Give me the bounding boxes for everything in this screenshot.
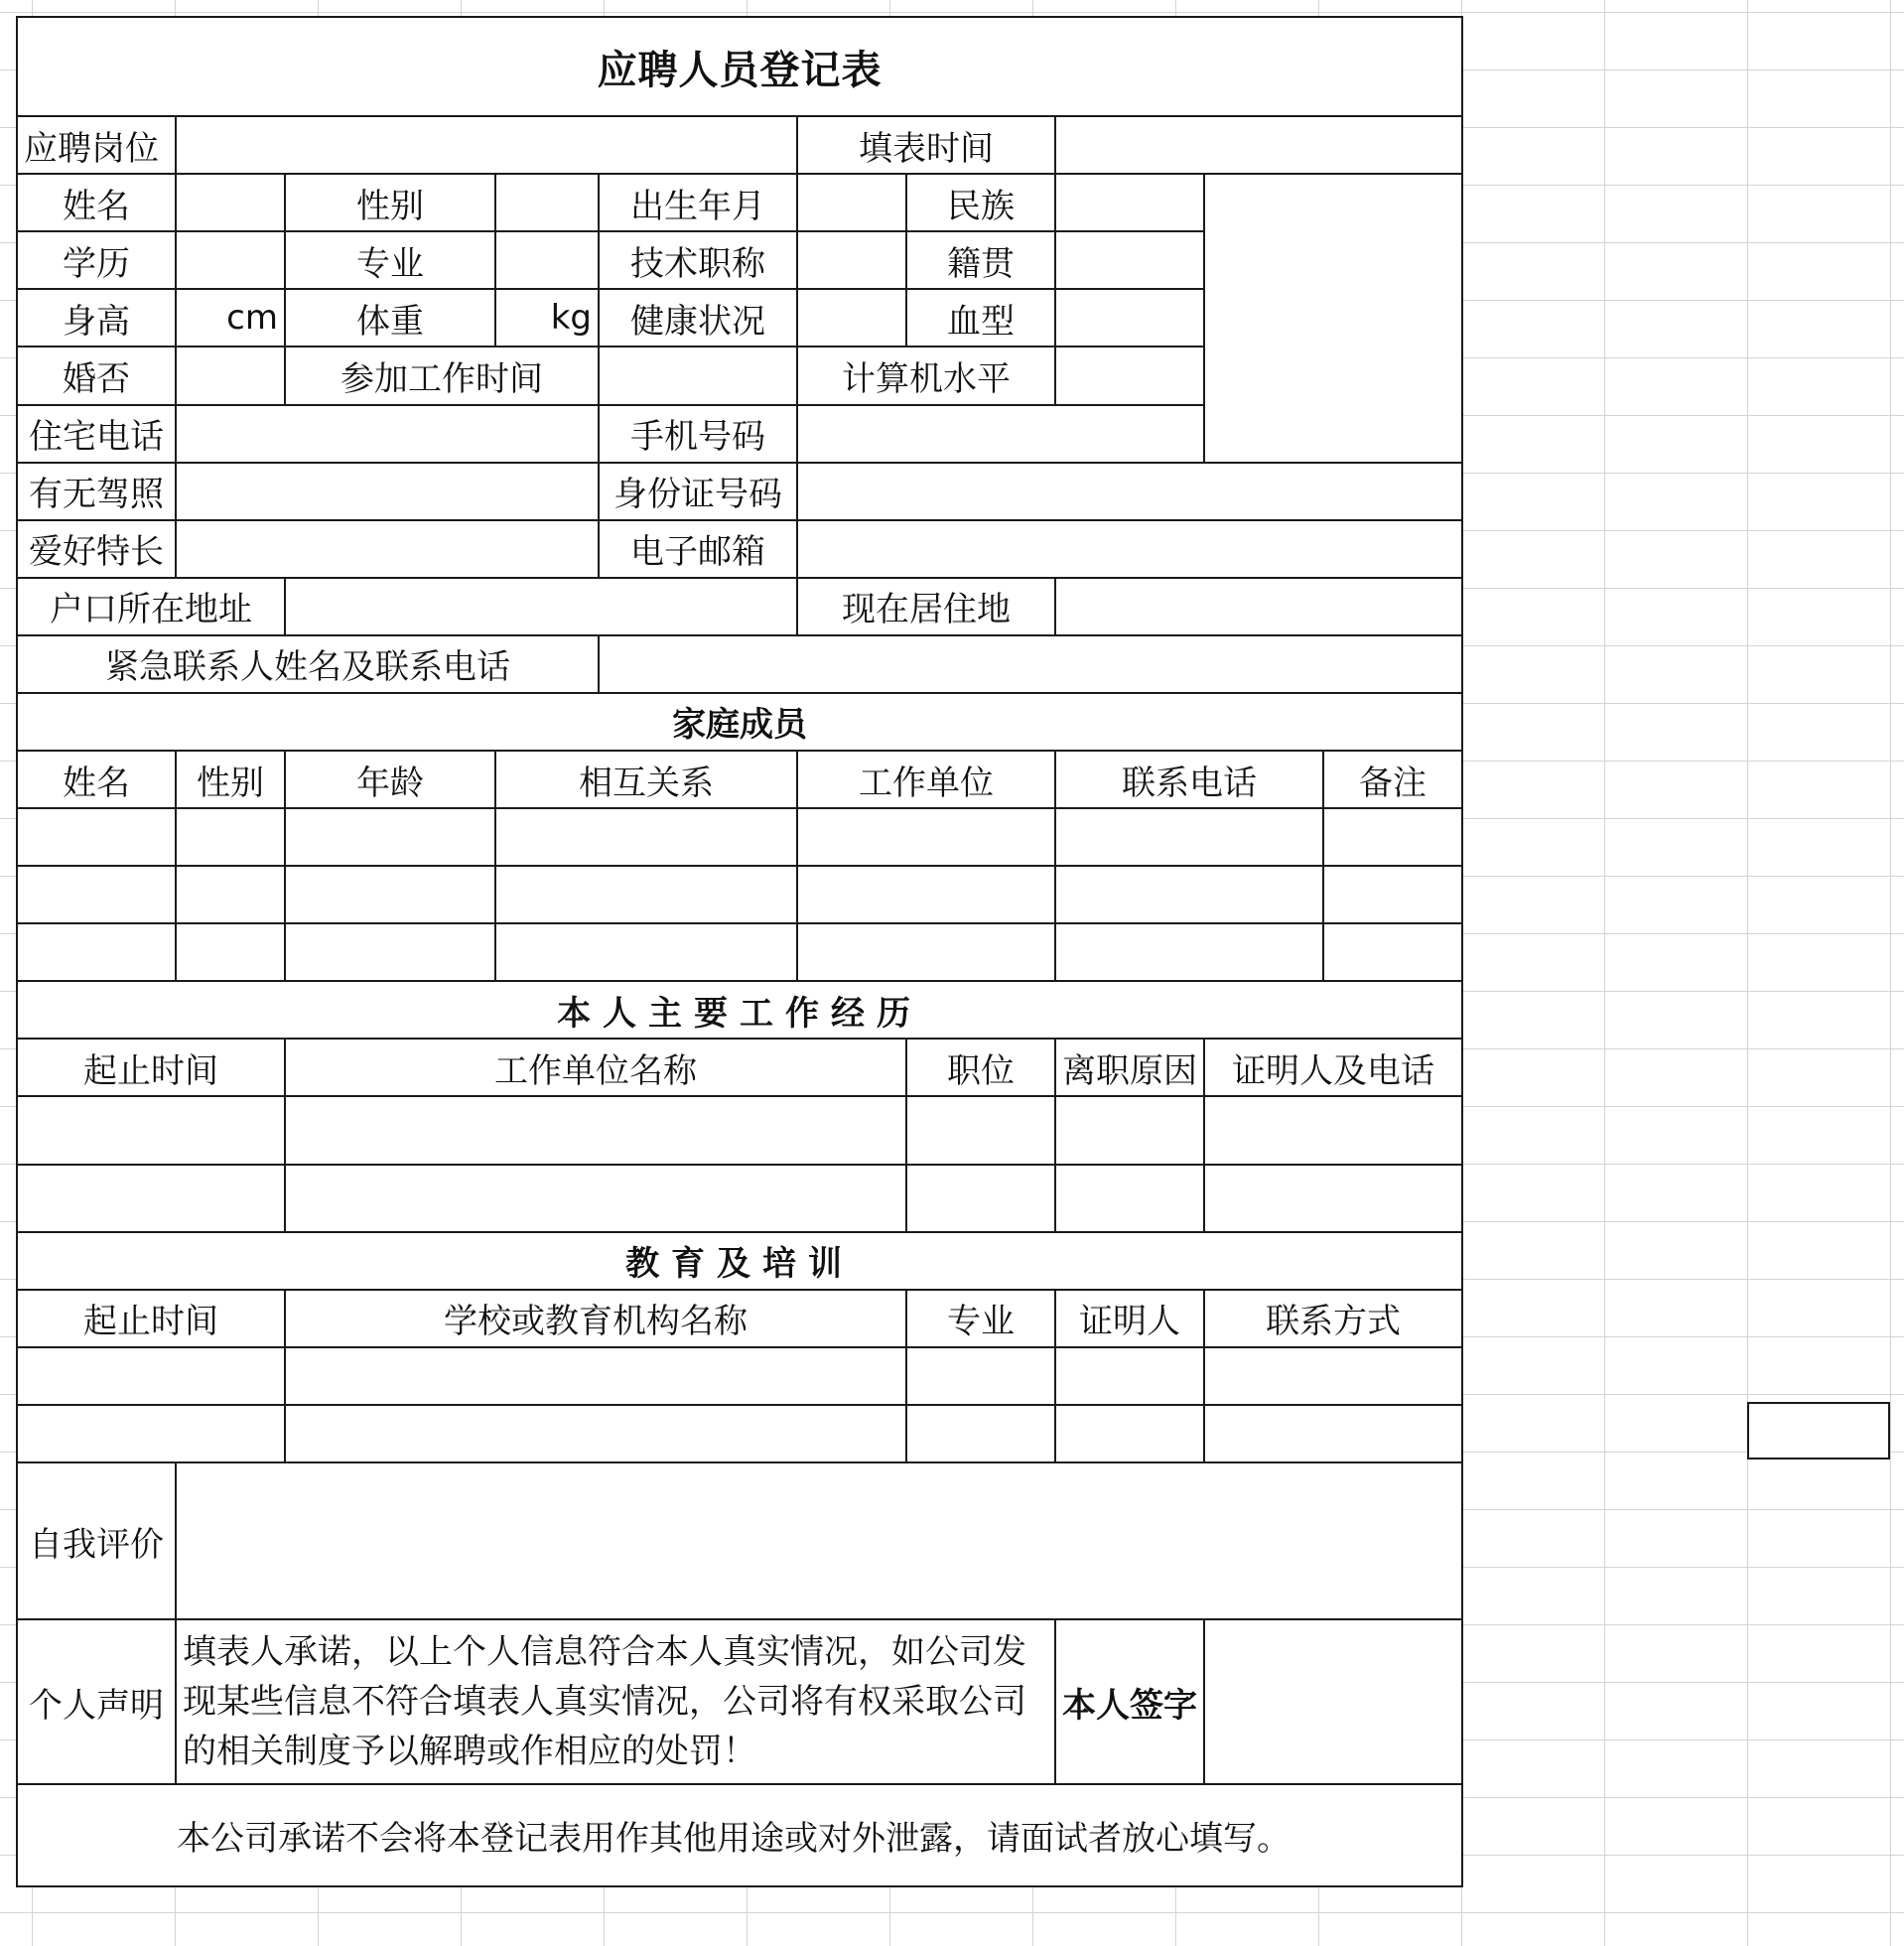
ethnicity-field[interactable]	[1055, 174, 1204, 231]
edu-cell[interactable]	[1204, 1347, 1462, 1405]
hobby-field[interactable]	[176, 520, 599, 578]
table-row	[17, 1165, 1462, 1232]
work-cell[interactable]	[1055, 1165, 1204, 1232]
work-cell[interactable]	[906, 1165, 1055, 1232]
family-cell[interactable]	[495, 923, 797, 981]
table-row	[17, 1096, 1462, 1164]
declaration-label: 个人声明	[17, 1619, 176, 1784]
signature-label: 本人签字	[1055, 1619, 1204, 1784]
home-phone-label: 住宅电话	[17, 405, 176, 463]
ethnicity-label: 民族	[906, 174, 1055, 231]
gender-label: 性别	[285, 174, 495, 231]
email-label: 电子邮箱	[599, 520, 797, 578]
work-cell[interactable]	[285, 1165, 906, 1232]
edu-header-major: 专业	[906, 1290, 1055, 1347]
emergency-label: 紧急联系人姓名及联系电话	[17, 635, 599, 693]
computer-field[interactable]	[1055, 347, 1204, 404]
table-row	[17, 808, 1462, 866]
work-start-field[interactable]	[599, 347, 797, 404]
family-cell[interactable]	[1055, 808, 1323, 866]
family-cell[interactable]	[17, 808, 176, 866]
work-header-company: 工作单位名称	[285, 1039, 906, 1096]
edu-cell[interactable]	[906, 1405, 1055, 1462]
family-header-relation: 相互关系	[495, 751, 797, 808]
family-cell[interactable]	[176, 866, 285, 923]
family-header-gender: 性别	[176, 751, 285, 808]
work-cell[interactable]	[17, 1165, 285, 1232]
registration-form	[16, 16, 1461, 1887]
family-cell[interactable]	[176, 808, 285, 866]
residence-label: 现在居住地	[797, 578, 1055, 635]
marital-label: 婚否	[17, 347, 176, 404]
family-header-phone: 联系电话	[1055, 751, 1323, 808]
work-header-reference: 证明人及电话	[1204, 1039, 1462, 1096]
work-section-title: 本人主要工作经历	[17, 981, 1462, 1039]
form-title: 应聘人员登记表	[17, 17, 1462, 116]
family-cell[interactable]	[1055, 866, 1323, 923]
family-cell[interactable]	[797, 866, 1055, 923]
family-cell[interactable]	[495, 808, 797, 866]
self-eval-field[interactable]	[176, 1462, 1462, 1619]
edu-cell[interactable]	[17, 1405, 285, 1462]
family-cell[interactable]	[176, 923, 285, 981]
license-label: 有无驾照	[17, 463, 176, 520]
hukou-field[interactable]	[285, 578, 797, 635]
family-cell[interactable]	[1323, 923, 1462, 981]
work-header-position: 职位	[906, 1039, 1055, 1096]
weight-field[interactable]: kg	[495, 289, 599, 347]
fill-time-label: 填表时间	[797, 116, 1055, 174]
table-row	[17, 923, 1462, 981]
edu-header-school: 学校或教育机构名称	[285, 1290, 906, 1347]
work-cell[interactable]	[1204, 1096, 1462, 1164]
residence-field[interactable]	[1055, 578, 1462, 635]
id-number-label: 身份证号码	[599, 463, 797, 520]
family-section-title: 家庭成员	[17, 693, 1462, 751]
family-cell[interactable]	[17, 866, 176, 923]
work-cell[interactable]	[1055, 1096, 1204, 1164]
edu-cell[interactable]	[285, 1405, 906, 1462]
family-cell[interactable]	[285, 923, 495, 981]
mobile-label: 手机号码	[599, 405, 797, 463]
family-header-name: 姓名	[17, 751, 176, 808]
mobile-field[interactable]	[797, 405, 1204, 463]
table-row	[17, 1405, 1462, 1462]
family-cell[interactable]	[285, 808, 495, 866]
edu-cell[interactable]	[1204, 1405, 1462, 1462]
weight-label: 体重	[285, 289, 495, 347]
edu-cell[interactable]	[906, 1347, 1055, 1405]
family-cell[interactable]	[797, 923, 1055, 981]
education-field[interactable]	[176, 231, 285, 289]
name-field[interactable]	[176, 174, 285, 231]
privacy-notice: 本公司承诺不会将本登记表用作其他用途或对外泄露，请面试者放心填写。	[17, 1784, 1462, 1886]
selected-cell[interactable]	[1747, 1402, 1890, 1460]
hukou-label: 户口所在地址	[17, 578, 285, 635]
health-label: 健康状况	[599, 289, 797, 347]
birth-label: 出生年月	[599, 174, 797, 231]
blood-field[interactable]	[1055, 289, 1204, 347]
tech-title-label: 技术职称	[599, 231, 797, 289]
blood-label: 血型	[906, 289, 1055, 347]
work-cell[interactable]	[285, 1096, 906, 1164]
work-cell[interactable]	[906, 1096, 1055, 1164]
edu-header-reference: 证明人	[1055, 1290, 1204, 1347]
family-header-workplace: 工作单位	[797, 751, 1055, 808]
declaration-text: 填表人承诺，以上个人信息符合本人真实情况，如公司发现某些信息不符合填表人真实情况，公司将有权采取公司的相关制度予以解聘或作相应的处罚！	[176, 1619, 1055, 1784]
education-label: 学历	[17, 231, 176, 289]
gender-field[interactable]	[495, 174, 599, 231]
id-number-field[interactable]	[797, 463, 1462, 520]
table-row	[17, 866, 1462, 923]
birth-field[interactable]	[797, 174, 906, 231]
edu-cell[interactable]	[17, 1347, 285, 1405]
edu-cell[interactable]	[1055, 1405, 1204, 1462]
emergency-field[interactable]	[599, 635, 1462, 693]
edu-header-contact: 联系方式	[1204, 1290, 1462, 1347]
position-label: 应聘岗位	[17, 116, 176, 174]
edu-cell[interactable]	[1055, 1347, 1204, 1405]
work-start-label: 参加工作时间	[285, 347, 599, 404]
tech-title-field[interactable]	[797, 231, 906, 289]
family-cell[interactable]	[285, 866, 495, 923]
family-cell[interactable]	[495, 866, 797, 923]
table-row	[17, 1347, 1462, 1405]
hobby-label: 爱好特长	[17, 520, 176, 578]
position-field[interactable]	[176, 116, 797, 174]
name-label: 姓名	[17, 174, 176, 231]
height-label: 身高	[17, 289, 176, 347]
signature-field[interactable]	[1204, 1619, 1462, 1784]
family-header-age: 年龄	[285, 751, 495, 808]
fill-time-field[interactable]	[1055, 116, 1462, 174]
form-table	[16, 16, 1463, 1887]
license-field[interactable]	[176, 463, 599, 520]
marital-field[interactable]	[176, 347, 285, 404]
photo-area[interactable]	[1204, 174, 1462, 462]
work-cell[interactable]	[17, 1096, 285, 1164]
email-field[interactable]	[797, 520, 1462, 578]
edu-header-period: 起止时间	[17, 1290, 285, 1347]
family-cell[interactable]	[1323, 866, 1462, 923]
self-eval-label: 自我评价	[17, 1462, 176, 1619]
computer-label: 计算机水平	[797, 347, 1055, 404]
major-label: 专业	[285, 231, 495, 289]
family-cell[interactable]	[17, 923, 176, 981]
native-place-field[interactable]	[1055, 231, 1204, 289]
work-header-period: 起止时间	[17, 1039, 285, 1096]
health-field[interactable]	[797, 289, 906, 347]
work-cell[interactable]	[1204, 1165, 1462, 1232]
family-header-note: 备注	[1323, 751, 1462, 808]
native-place-label: 籍贯	[906, 231, 1055, 289]
family-cell[interactable]	[1055, 923, 1323, 981]
edu-cell[interactable]	[285, 1347, 906, 1405]
edu-section-title: 教育及培训	[17, 1232, 1462, 1290]
family-cell[interactable]	[1323, 808, 1462, 866]
height-field[interactable]: cm	[176, 289, 285, 347]
family-cell[interactable]	[797, 808, 1055, 866]
home-phone-field[interactable]	[176, 405, 599, 463]
major-field[interactable]	[495, 231, 599, 289]
work-header-reason: 离职原因	[1055, 1039, 1204, 1096]
